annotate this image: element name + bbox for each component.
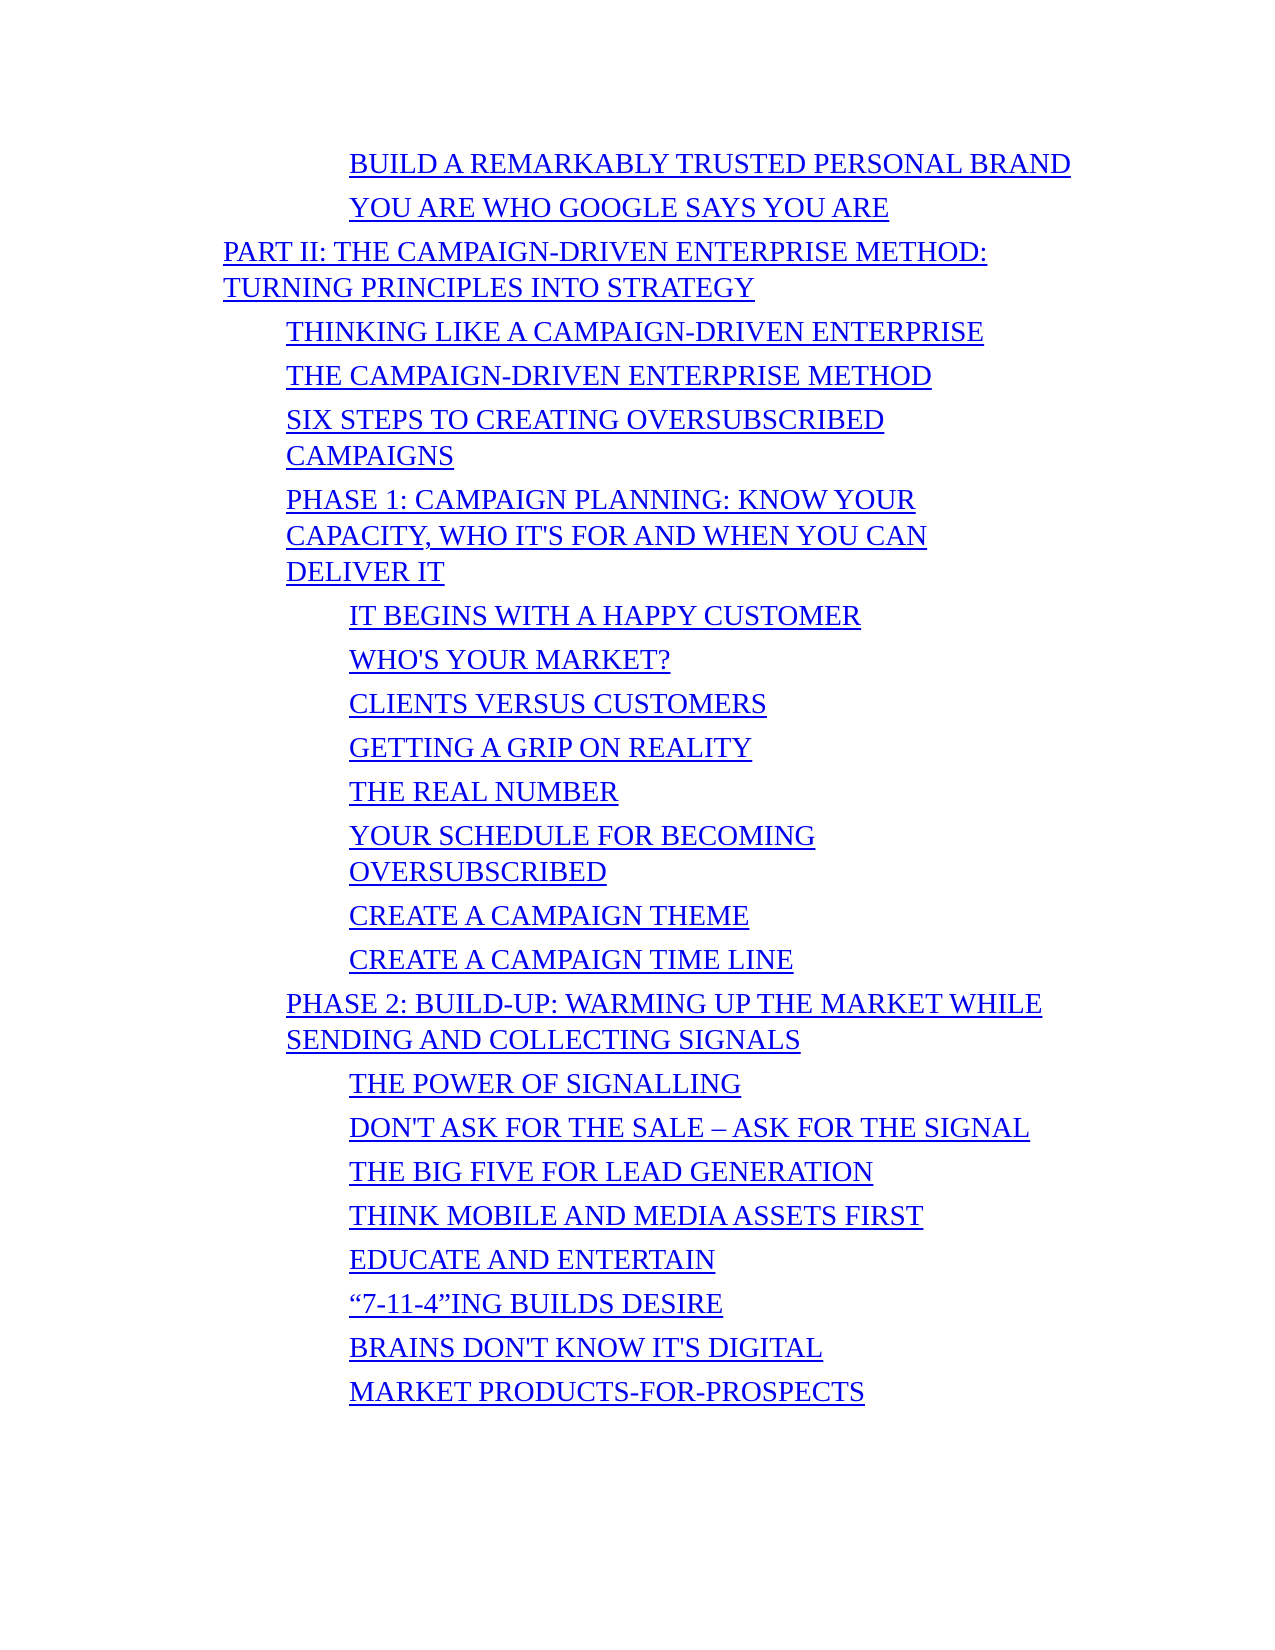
toc-link[interactable]: PART II: THE CAMPAIGN-DRIVEN ENTERPRISE METHOD: TURNING PRINCIPLES INTO STRATEGY bbox=[223, 236, 988, 304]
toc-entry bbox=[286, 314, 1106, 350]
table-of-contents bbox=[0, 146, 1275, 1418]
toc-link[interactable]: PHASE 1: CAMPAIGN PLANNING: KNOW YOUR CAPACITY, WHO IT'S FOR AND WHEN YOU CAN DELIVER IT bbox=[286, 484, 928, 588]
toc-entry bbox=[349, 1066, 1109, 1102]
toc-entry bbox=[286, 402, 936, 474]
toc-link[interactable]: CREATE A CAMPAIGN THEME bbox=[349, 900, 750, 932]
toc-link[interactable]: EDUCATE AND ENTERTAIN bbox=[349, 1244, 716, 1276]
toc-entry bbox=[349, 598, 1109, 634]
toc-link[interactable]: BRAINS DON'T KNOW IT'S DIGITAL bbox=[349, 1332, 824, 1364]
toc-entry bbox=[349, 1198, 1109, 1234]
toc-link[interactable]: IT BEGINS WITH A HAPPY CUSTOMER bbox=[349, 600, 862, 632]
toc-entry bbox=[349, 1242, 1109, 1278]
toc-link[interactable]: THINK MOBILE AND MEDIA ASSETS FIRST bbox=[349, 1200, 924, 1232]
toc-link[interactable]: “7-11-4”ING BUILDS DESIRE bbox=[349, 1288, 724, 1320]
toc-entry bbox=[349, 1330, 1109, 1366]
toc-entry bbox=[349, 898, 1109, 934]
toc-entry bbox=[349, 190, 1109, 226]
toc-entry bbox=[349, 1110, 1149, 1146]
toc-link[interactable]: CLIENTS VERSUS CUSTOMERS bbox=[349, 688, 767, 720]
toc-link[interactable]: WHO'S YOUR MARKET? bbox=[349, 644, 671, 676]
toc-entry bbox=[349, 1286, 1109, 1322]
toc-entry bbox=[286, 482, 986, 590]
toc-link[interactable]: THE BIG FIVE FOR LEAD GENERATION bbox=[349, 1156, 874, 1188]
toc-entry bbox=[349, 774, 1109, 810]
toc-link[interactable]: MARKET PRODUCTS-FOR-PROSPECTS bbox=[349, 1376, 865, 1408]
toc-entry bbox=[349, 686, 1109, 722]
toc-entry bbox=[349, 642, 1109, 678]
toc-entry bbox=[286, 986, 1116, 1058]
toc-entry bbox=[349, 730, 1109, 766]
toc-entry bbox=[349, 146, 1109, 182]
toc-entry bbox=[349, 942, 1109, 978]
toc-link[interactable]: YOUR SCHEDULE FOR BECOMING OVERSUBSCRIBED bbox=[349, 820, 816, 888]
toc-link[interactable]: THE REAL NUMBER bbox=[349, 776, 619, 808]
toc-link[interactable]: CREATE A CAMPAIGN TIME LINE bbox=[349, 944, 794, 976]
toc-link[interactable]: THE CAMPAIGN-DRIVEN ENTERPRISE METHOD bbox=[286, 360, 932, 392]
toc-link[interactable]: BUILD A REMARKABLY TRUSTED PERSONAL BRAND bbox=[349, 148, 1071, 180]
toc-entry bbox=[349, 1374, 1109, 1410]
toc-entry bbox=[223, 234, 1083, 306]
toc-link[interactable]: DON'T ASK FOR THE SALE – ASK FOR THE SIGNAL bbox=[349, 1112, 1031, 1144]
toc-link[interactable]: GETTING A GRIP ON REALITY bbox=[349, 732, 753, 764]
toc-link[interactable]: SIX STEPS TO CREATING OVERSUBSCRIBED CAMPAIGNS bbox=[286, 404, 885, 472]
toc-link[interactable]: THINKING LIKE A CAMPAIGN-DRIVEN ENTERPRISE bbox=[286, 316, 985, 348]
toc-link[interactable]: PHASE 2: BUILD-UP: WARMING UP THE MARKET WHILE SENDING AND COLLECTING SIGNALS bbox=[286, 988, 1043, 1056]
toc-entry bbox=[349, 1154, 1109, 1190]
toc-link[interactable]: THE POWER OF SIGNALLING bbox=[349, 1068, 742, 1100]
toc-link[interactable]: YOU ARE WHO GOOGLE SAYS YOU ARE bbox=[349, 192, 890, 224]
toc-entry bbox=[286, 358, 1106, 394]
toc-entry bbox=[349, 818, 869, 890]
